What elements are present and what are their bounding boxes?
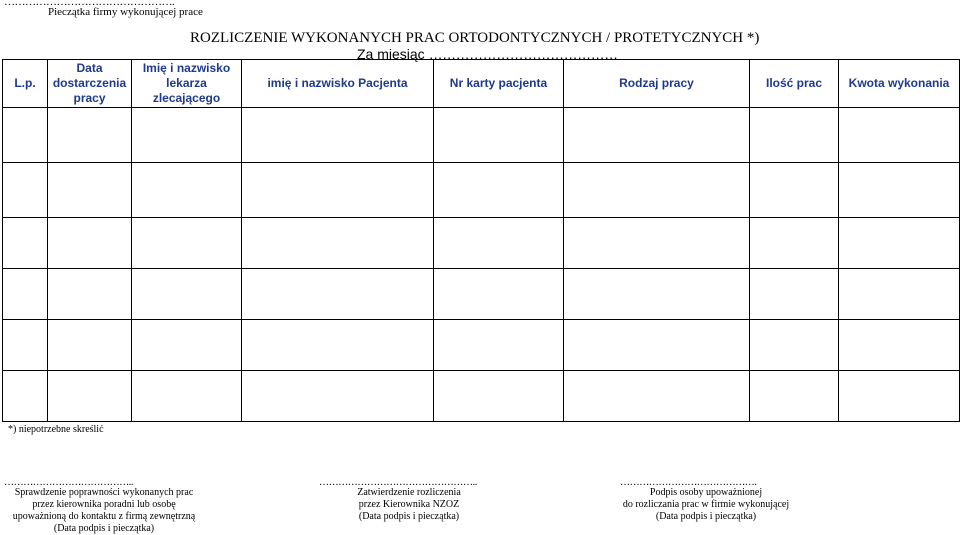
- column-header-work-count: Ilość prac: [750, 60, 839, 108]
- footnote: *) niepotrzebne skreślić: [8, 424, 104, 435]
- column-header-delivery-date: Data dostarczenia pracy: [48, 60, 132, 108]
- table-cell[interactable]: [434, 320, 564, 371]
- table-cell[interactable]: [242, 108, 434, 163]
- table-cell[interactable]: [132, 108, 242, 163]
- table-cell[interactable]: [48, 218, 132, 269]
- table-cell[interactable]: [3, 218, 48, 269]
- signature-dotted-line: …………………………………..: [4, 477, 134, 488]
- table-cell[interactable]: [48, 163, 132, 218]
- table-cell[interactable]: [434, 218, 564, 269]
- table-cell[interactable]: [434, 163, 564, 218]
- signature-caption-line: przez kierownika poradni lub osobę: [32, 499, 176, 510]
- table-cell[interactable]: [434, 108, 564, 163]
- table-cell[interactable]: [839, 108, 960, 163]
- table-cell[interactable]: [48, 108, 132, 163]
- table-cell[interactable]: [839, 163, 960, 218]
- table-row: [3, 269, 960, 320]
- table-cell[interactable]: [564, 320, 750, 371]
- table-header-row: [3, 60, 960, 108]
- signature-dotted-line: …………………………………………..: [319, 477, 477, 488]
- table-cell[interactable]: [434, 269, 564, 320]
- table-cell[interactable]: [3, 269, 48, 320]
- table-cell[interactable]: [242, 371, 434, 422]
- table-cell[interactable]: [48, 320, 132, 371]
- column-header-lp: L.p.: [3, 60, 48, 108]
- table-cell[interactable]: [3, 320, 48, 371]
- table-cell[interactable]: [3, 163, 48, 218]
- column-header-work-type: Rodzaj pracy: [564, 60, 750, 108]
- signature-caption-line: Podpis osoby upoważnionej: [649, 487, 763, 498]
- signature-caption-line: Sprawdzenie poprawności wykonanych prac: [14, 487, 194, 498]
- table-cell[interactable]: [839, 218, 960, 269]
- table-cell[interactable]: [564, 371, 750, 422]
- company-stamp-label: Pieczątka firmy wykonującej prace: [48, 6, 203, 18]
- table-row: [3, 108, 960, 163]
- table-row: [3, 218, 960, 269]
- table-cell[interactable]: [750, 371, 839, 422]
- table-cell[interactable]: [750, 320, 839, 371]
- table-cell[interactable]: [839, 269, 960, 320]
- column-header-patient-card-number: Nr karty pacjenta: [434, 60, 564, 108]
- table-cell[interactable]: [750, 218, 839, 269]
- table-cell[interactable]: [48, 269, 132, 320]
- table-row: [3, 320, 960, 371]
- table-cell[interactable]: [564, 218, 750, 269]
- table-cell[interactable]: [3, 371, 48, 422]
- stamp-dotted-line: ………………………………………….: [4, 0, 175, 8]
- document-title: ROZLICZENIE WYKONANYCH PRAC ORTODONTYCZNYCH / PROTETYCZNYCH *): [190, 30, 760, 46]
- table-cell[interactable]: [750, 108, 839, 163]
- month-label: Za miesiąc: [357, 46, 425, 62]
- column-header-amount: Kwota wykonania: [839, 60, 960, 108]
- table-row: [3, 371, 960, 422]
- table-cell[interactable]: [132, 163, 242, 218]
- signature-caption-line: do rozliczania prac w firmie wykonującej: [622, 499, 790, 510]
- table-cell[interactable]: [839, 371, 960, 422]
- signature-caption-line: (Data podpis i pieczątka): [358, 511, 460, 522]
- signature-caption-line: (Data podpis i pieczątka): [655, 511, 757, 522]
- table-cell[interactable]: [242, 218, 434, 269]
- signature-caption-line: Zatwierdzenie rozliczenia: [357, 487, 461, 498]
- table-cell[interactable]: [132, 218, 242, 269]
- settlement-table: [2, 59, 960, 422]
- table-row: [3, 163, 960, 218]
- table-cell[interactable]: [434, 371, 564, 422]
- column-header-patient-name: imię i nazwisko Pacjenta: [242, 60, 434, 108]
- table-cell[interactable]: [132, 269, 242, 320]
- table-cell[interactable]: [3, 108, 48, 163]
- table-cell[interactable]: [564, 269, 750, 320]
- table-cell[interactable]: [48, 371, 132, 422]
- table-cell[interactable]: [564, 108, 750, 163]
- table-cell[interactable]: [132, 371, 242, 422]
- table-cell[interactable]: [242, 163, 434, 218]
- signature-caption-line: upoważnioną do kontaktu z firmą zewnętrzną: [12, 511, 196, 522]
- table-cell[interactable]: [564, 163, 750, 218]
- month-dotted-line: ……………………………………: [428, 46, 618, 62]
- signature-caption-line: przez Kierownika NZOZ: [358, 499, 460, 510]
- signature-caption-line: (Data podpis i pieczątka): [53, 523, 155, 534]
- table-cell[interactable]: [242, 269, 434, 320]
- column-header-doctor-name: Imię i nazwisko lekarza zlecającego: [132, 60, 242, 108]
- table-cell[interactable]: [750, 269, 839, 320]
- table-cell[interactable]: [242, 320, 434, 371]
- table-cell[interactable]: [132, 320, 242, 371]
- signature-dotted-line: …………………………………….: [620, 477, 757, 488]
- table-cell[interactable]: [839, 320, 960, 371]
- table-cell[interactable]: [750, 163, 839, 218]
